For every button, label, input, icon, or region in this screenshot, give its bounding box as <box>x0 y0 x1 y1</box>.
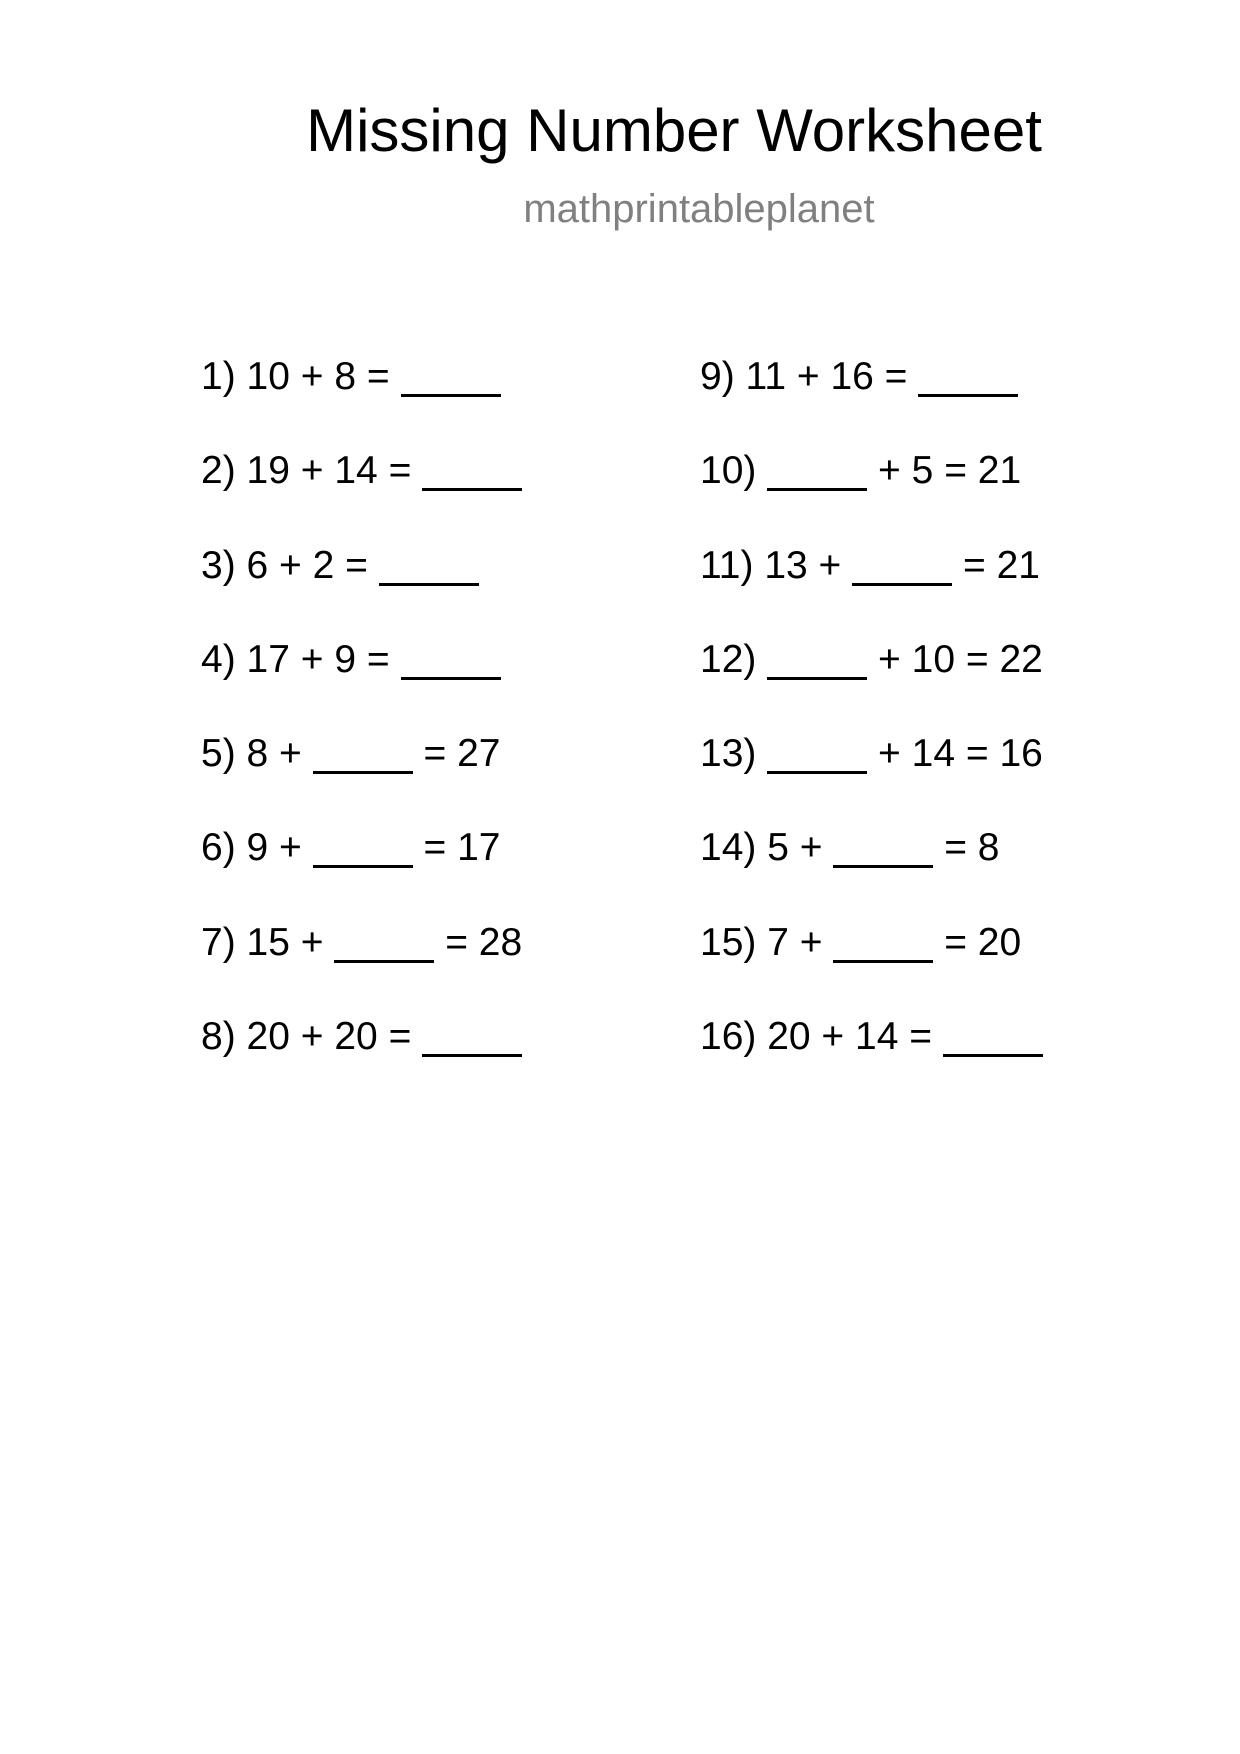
problem-12 <box>700 635 1043 729</box>
problem-after: = 8 <box>933 826 1000 870</box>
answer-blank[interactable] <box>767 741 867 774</box>
problem-before: 19 + 14 = <box>235 449 423 493</box>
problem-14 <box>700 823 1043 917</box>
answer-blank[interactable] <box>422 1024 522 1057</box>
answer-blank[interactable] <box>767 458 867 491</box>
problem-after: + 5 = 21 <box>867 449 1022 493</box>
problem-before: 10 + 8 = <box>235 355 401 398</box>
problem-number: 15) <box>700 920 757 964</box>
problem-before: 20 + 14 = <box>756 1015 943 1059</box>
problem-after: = 17 <box>412 826 501 870</box>
problem-9 <box>700 352 1043 446</box>
problem-after: = 21 <box>952 543 1040 587</box>
problem-before: 15 + <box>235 920 335 964</box>
problem-number: 16) <box>700 1015 757 1059</box>
problem-5 <box>201 729 522 823</box>
problem-number: 13) <box>700 732 757 776</box>
problem-3 <box>201 541 522 635</box>
answer-blank[interactable] <box>943 1024 1043 1057</box>
problem-number: 14) <box>700 826 757 870</box>
worksheet-subtitle: mathprintableplanet <box>523 187 875 231</box>
problem-4 <box>201 635 522 729</box>
problem-before: 9 + <box>235 826 313 870</box>
problem-16 <box>700 1012 1043 1106</box>
answer-blank[interactable] <box>401 647 501 680</box>
problem-after: = 28 <box>434 920 523 964</box>
problem-number: 2) <box>201 449 236 493</box>
worksheet-title: Missing Number Worksheet <box>306 97 1042 164</box>
answer-blank[interactable] <box>918 364 1018 397</box>
problems-column-right <box>700 352 1043 1106</box>
problem-10 <box>700 446 1043 540</box>
answer-blank[interactable] <box>833 930 933 963</box>
problem-before: 13 + <box>753 543 853 587</box>
problem-after: + 10 = 22 <box>867 637 1043 681</box>
problem-before <box>756 638 767 681</box>
problem-before: 11 + 16 = <box>734 355 919 398</box>
problem-after: = 27 <box>412 732 501 776</box>
problem-before <box>756 732 767 775</box>
problem-number: 4) <box>201 637 236 681</box>
problem-number: 10) <box>700 449 757 493</box>
problem-before: 8 + <box>235 732 313 776</box>
problem-number: 11) <box>700 543 754 587</box>
problem-13 <box>700 729 1043 823</box>
problem-1 <box>201 352 522 446</box>
answer-blank[interactable] <box>334 930 434 963</box>
problem-before <box>756 449 767 492</box>
problems-column-left <box>201 352 522 1106</box>
problem-number: 8) <box>201 1015 236 1059</box>
answer-blank[interactable] <box>422 458 522 491</box>
problem-before: 17 + 9 = <box>235 637 401 681</box>
problem-number: 5) <box>201 732 236 776</box>
problem-6 <box>201 823 522 917</box>
problem-after: + 14 = 16 <box>867 732 1043 776</box>
problem-11 <box>700 541 1043 635</box>
answer-blank[interactable] <box>379 553 479 586</box>
problem-7 <box>201 918 522 1012</box>
problem-before: 5 + <box>756 826 834 870</box>
answer-blank[interactable] <box>833 835 933 868</box>
answer-blank[interactable] <box>313 741 413 774</box>
problem-number: 7) <box>201 920 236 964</box>
problem-before: 6 + 2 = <box>235 543 379 587</box>
answer-blank[interactable] <box>852 553 952 586</box>
answer-blank[interactable] <box>401 364 501 397</box>
problem-number: 9) <box>700 355 735 398</box>
problem-number: 12) <box>700 637 757 681</box>
answer-blank[interactable] <box>767 647 867 680</box>
problem-number: 3) <box>201 543 236 587</box>
answer-blank[interactable] <box>313 835 413 868</box>
problem-before: 20 + 20 = <box>235 1015 423 1059</box>
problem-15 <box>700 918 1043 1012</box>
problem-2 <box>201 446 522 540</box>
problem-before: 7 + <box>756 920 834 964</box>
problem-number: 1) <box>201 355 236 398</box>
problem-after: = 20 <box>933 920 1022 964</box>
problem-number: 6) <box>201 826 236 870</box>
problem-8 <box>201 1012 522 1106</box>
